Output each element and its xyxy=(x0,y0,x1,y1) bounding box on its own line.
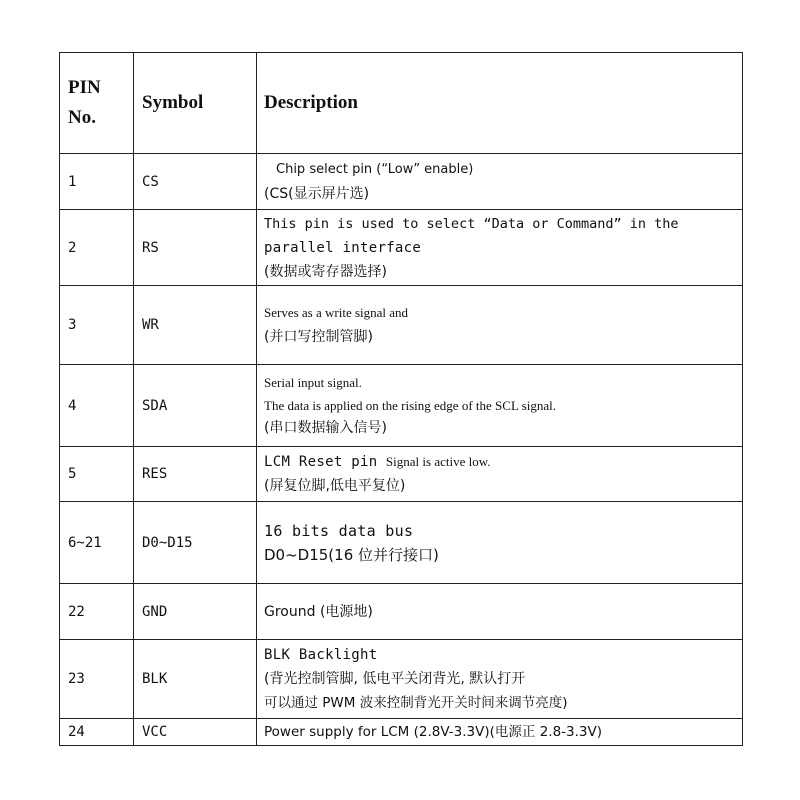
table-row xyxy=(60,154,743,210)
pin-symbol: SDA xyxy=(134,365,257,447)
description-line: 16 bits data bus xyxy=(264,521,414,540)
pin-description xyxy=(257,154,743,210)
pin-symbol: VCC xyxy=(134,719,257,746)
pin-description xyxy=(257,210,743,286)
description-line: parallel interface xyxy=(264,239,422,256)
pin-symbol: WR xyxy=(134,286,257,365)
pin-symbol: CS xyxy=(134,154,257,210)
pin-description xyxy=(257,502,743,584)
reset-pin-note: Signal is active low. xyxy=(385,454,491,469)
pin-symbol: BLK xyxy=(134,640,257,719)
description-line: The data is applied on the rising edge of the SCL signal. xyxy=(264,398,556,413)
pin-symbol: RS xyxy=(134,210,257,286)
pin-description xyxy=(257,584,743,640)
description-line: 可以通过 PWM 波来控制背光开关时间来调节亮度) xyxy=(264,695,568,711)
table-row xyxy=(60,502,743,584)
description-line: This pin is used to select “Data or Command” in the xyxy=(264,215,679,232)
header-pin-no xyxy=(60,53,134,154)
pin-description xyxy=(257,640,743,719)
pin-description-table xyxy=(59,52,743,746)
pin-number: 3 xyxy=(60,286,134,365)
description-line xyxy=(264,450,738,474)
description-line: Serial input signal. xyxy=(264,375,362,390)
table-row xyxy=(60,584,743,640)
header-pin-line1: PIN xyxy=(68,77,101,98)
description-line: Chip select pin (“Low” enable) xyxy=(276,161,474,177)
description-line: Power supply for LCM (2.8V-3.3V)(电源正 2.8-3.3V) xyxy=(264,724,603,740)
pin-symbol: GND xyxy=(134,584,257,640)
description-line: D0~D15(16 位并行接口) xyxy=(264,545,439,564)
header-pin-line2: No. xyxy=(68,107,96,128)
pin-description xyxy=(257,719,743,746)
pin-number: 2 xyxy=(60,210,134,286)
description-line: Serves as a write signal and xyxy=(264,305,409,320)
pin-number: 22 xyxy=(60,584,134,640)
pin-number: 4 xyxy=(60,365,134,447)
table-row xyxy=(60,447,743,502)
table-row xyxy=(60,210,743,286)
description-line: BLK Backlight xyxy=(264,647,378,663)
table-row xyxy=(60,365,743,447)
header-description: Description xyxy=(257,53,743,154)
pin-description xyxy=(257,365,743,447)
pin-number: 23 xyxy=(60,640,134,719)
header-symbol: Symbol xyxy=(134,53,257,154)
description-line: (CS(显示屏片选) xyxy=(264,185,370,202)
pin-number: 1 xyxy=(60,154,134,210)
description-line: Ground (电源地) xyxy=(264,603,373,620)
table-row xyxy=(60,640,743,719)
table-header-row xyxy=(60,53,743,154)
pin-description xyxy=(257,286,743,365)
table-row xyxy=(60,286,743,365)
pin-symbol: RES xyxy=(134,447,257,502)
pin-number: 24 xyxy=(60,719,134,746)
pin-number: 5 xyxy=(60,447,134,502)
description-line: (数据或寄存器选择) xyxy=(264,263,387,280)
description-line: (屏复位脚,低电平复位) xyxy=(264,478,406,494)
pin-description xyxy=(257,447,743,502)
pin-symbol: D0~D15 xyxy=(134,502,257,584)
table-row xyxy=(60,719,743,746)
reset-pin-label: LCM Reset pin xyxy=(264,454,378,470)
pin-number: 6~21 xyxy=(60,502,134,584)
description-line: (串口数据输入信号) xyxy=(264,420,387,436)
description-line: (背光控制管脚, 低电平关闭背光, 默认打开 xyxy=(264,671,526,687)
description-line: (并口写控制管脚) xyxy=(264,329,373,345)
